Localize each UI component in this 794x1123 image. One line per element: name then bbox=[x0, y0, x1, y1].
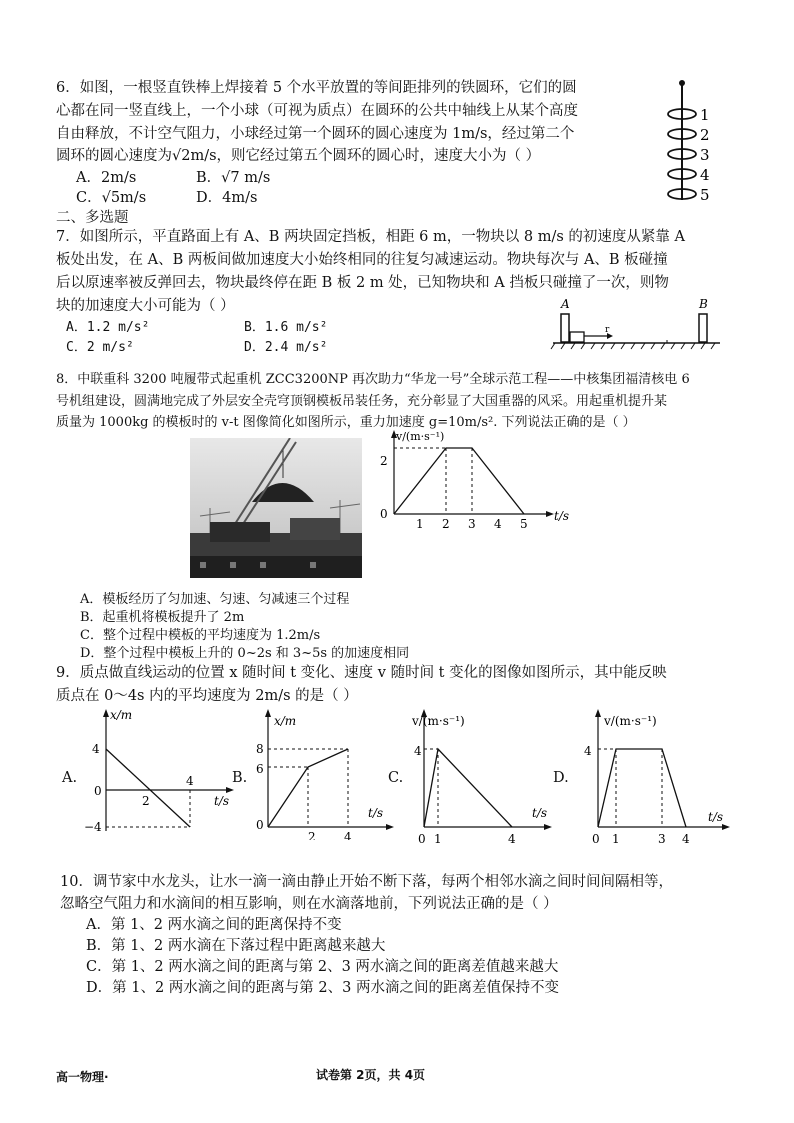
q9d-xtick-4: 4 bbox=[682, 832, 690, 846]
footer-subject: 高一物理· bbox=[56, 1070, 109, 1084]
q8-xlabel: t/s bbox=[554, 509, 570, 523]
q8-option-c: C．整个过程中模板的平均速度为 1.2m/s bbox=[80, 628, 321, 643]
q7-plates-figure bbox=[545, 296, 725, 356]
q8-line2: 号机组建设，圆满地完成了外层安全壳穹顶钢模板吊装任务，充分彰显了大国重器的风采。用起重机提升某 bbox=[56, 394, 668, 409]
section-heading-multiple-choice: 二、多选题 bbox=[56, 210, 129, 226]
q8-origin: 0 bbox=[380, 507, 388, 521]
q9-label-a: A. bbox=[62, 770, 78, 786]
q9d-xtick-1: 1 bbox=[612, 832, 620, 846]
q9-label-d: D. bbox=[553, 770, 569, 786]
q9a-ylabel: x/m bbox=[110, 708, 133, 722]
block bbox=[570, 332, 584, 342]
plate-b bbox=[699, 314, 707, 342]
q10-option-a: A．第 1、2 两水滴之间的距离保持不变 bbox=[86, 917, 342, 933]
q9b-ytick-8: 8 bbox=[256, 742, 264, 756]
q8-ytick-2: 2 bbox=[380, 454, 388, 468]
crane-photo bbox=[190, 438, 362, 578]
q9d-ytick-4: 4 bbox=[584, 744, 592, 758]
q7-option-a: A．1.2 m/s² bbox=[66, 320, 150, 335]
q8-vt-series bbox=[394, 448, 524, 514]
q9b-xtick-4: 4 bbox=[344, 830, 352, 840]
q9-chart-c bbox=[408, 705, 558, 847]
q9b-xlabel: t/s bbox=[368, 806, 384, 820]
q9c-origin: 0 bbox=[418, 832, 426, 846]
q9b-ytick-6: 6 bbox=[256, 762, 264, 776]
q9-label-b: B. bbox=[232, 770, 248, 786]
ring-label-1: 1 bbox=[700, 106, 710, 124]
q6-option-d: D．4m/s bbox=[196, 190, 258, 206]
q10-option-b: B．第 1、2 两水滴在下落过程中距离越来越大 bbox=[86, 938, 386, 954]
q9a-xtick-4: 4 bbox=[186, 774, 194, 788]
q9c-xtick-4: 4 bbox=[508, 832, 516, 846]
q8-xtick-3: 3 bbox=[468, 517, 476, 528]
plate-b-label: B bbox=[699, 297, 708, 311]
q8-ylabel: v/(m·s⁻¹) bbox=[396, 430, 445, 443]
q9a-ytick-4: 4 bbox=[92, 742, 100, 756]
q6-option-c: C．√5m/s bbox=[76, 190, 147, 206]
q9d-xtick-3: 3 bbox=[658, 832, 666, 846]
q9c-xlabel: t/s bbox=[532, 806, 548, 820]
crane-photo-illustration bbox=[190, 438, 362, 578]
q7-line2: 板处出发，在 A、B 两板间做加速度大小始终相同的往复匀减速运动。物块每次与 A、B 板碰撞 bbox=[56, 252, 668, 268]
q10-option-d: D．第 1、2 两水滴之间的距离与第 2、3 两水滴之间的距离差值保持不变 bbox=[86, 980, 559, 996]
q9a-xtick-2: 2 bbox=[142, 794, 150, 808]
q8-xtick-2: 2 bbox=[442, 517, 450, 528]
q7-option-d: D．2.4 m/s² bbox=[244, 340, 328, 355]
q9d-series bbox=[598, 749, 686, 827]
footer-page-number: 试卷第 2页，共 4页 bbox=[316, 1068, 426, 1082]
q9c-series bbox=[424, 749, 512, 827]
q7-option-b: B．1.6 m/s² bbox=[244, 320, 328, 335]
q9a-ytick-neg4: −4 bbox=[84, 820, 102, 834]
q8-option-b: B．起重机将模板提升了 2m bbox=[80, 610, 245, 625]
ring-label-3: 3 bbox=[700, 146, 710, 164]
q7-line4: 块的加速度大小可能为（ ） bbox=[56, 298, 235, 314]
plate-a-label: A bbox=[561, 297, 570, 311]
q6-option-a: A．2m/s bbox=[76, 170, 137, 186]
q9b-xtick-2: 2 bbox=[308, 830, 316, 840]
ring-rod-figure bbox=[660, 76, 720, 206]
q8-line1: 8．中联重科 3200 吨履带式起重机 ZCC3200NP 再次助力“华龙一号”全球示范工程——中核集团福清核电 6 bbox=[56, 372, 690, 387]
q9-chart-b bbox=[252, 705, 402, 840]
q7-line3: 后以原速率被反弹回去，物块最终停在距 B 板 2 m 处，已知物块和 A 挡板只碰撞了一次，则物 bbox=[56, 275, 669, 291]
q10-line2: 忽略空气阻力和水滴间的相互影响，则在水滴落地前，下列说法正确的是（ ） bbox=[60, 896, 558, 912]
q6-line3: 自由释放，不计空气阻力，小球经过第一个圆环的圆心速度为 1m/s，经过第二个 bbox=[56, 126, 575, 142]
q10-option-c: C．第 1、2 两水滴之间的距离与第 2、3 两水滴之间的距离差值越来越大 bbox=[86, 959, 559, 975]
q8-xtick-1: 1 bbox=[416, 517, 424, 528]
q9-line2: 质点在 0～4s 内的平均速度为 2m/s 的是（ ） bbox=[56, 688, 358, 704]
q7-line1: 7．如图所示，平直路面上有 A、B 两块固定挡板，相距 6 m，一物块以 8 m/s 的初速度从紧靠 A bbox=[56, 229, 685, 245]
q9c-xtick-1: 1 bbox=[434, 832, 442, 846]
q6-line1: 6．如图，一根竖直铁棒上焊接着 5 个水平放置的等间距排列的铁圆环，它们的圆 bbox=[56, 80, 577, 96]
q9-line1: 9．质点做直线运动的位置 x 随时间 t 变化、速度 v 随时间 t 变化的图像如图所示，其中能反映 bbox=[56, 665, 667, 681]
q9-chart-a bbox=[82, 705, 242, 835]
q8-vt-chart bbox=[372, 428, 572, 528]
q9c-ylabel: v/(m·s⁻¹) bbox=[412, 714, 465, 728]
q7-option-c: C．2 m/s² bbox=[66, 340, 134, 355]
q8-xtick-4: 4 bbox=[494, 517, 502, 528]
q8-option-d: D．整个过程中模板上升的 0~2s 和 3~5s 的加速度相同 bbox=[80, 646, 410, 661]
q9a-xlabel: t/s bbox=[214, 794, 230, 808]
q9d-xlabel: t/s bbox=[708, 810, 724, 824]
q6-line4: 圆环的圆心速度为√2m/s，则它经过第五个圆环的圆心时，速度大小为（ ） bbox=[56, 148, 541, 164]
q8-option-a: A．模板经历了匀加速、匀速、匀减速三个过程 bbox=[80, 592, 350, 607]
q10-line1: 10．调节家中水龙头，让水一滴一滴由静止开始不断下落，每两个相邻水滴之间时间间隔相等， bbox=[60, 874, 673, 890]
q6-line2: 心都在同一竖直线上，一个小球（可视为质点）在圆环的公共中轴线上从某个高度 bbox=[56, 103, 578, 119]
q9d-ylabel: v/(m·s⁻¹) bbox=[604, 714, 657, 728]
q9b-origin: 0 bbox=[256, 818, 264, 832]
velocity-label: r bbox=[605, 325, 610, 335]
q9-label-c: C. bbox=[388, 770, 404, 786]
q9b-ylabel: x/m bbox=[274, 714, 297, 728]
q9a-origin: 0 bbox=[94, 784, 102, 798]
q9c-ytick-4: 4 bbox=[414, 744, 422, 758]
q9-chart-d bbox=[582, 705, 742, 847]
q8-line3: 质量为 1000kg 的模板时的 v-t 图像简化如图所示，重力加速度 g=10m/s². 下列说法正确的是（ ） bbox=[56, 415, 636, 430]
ring-label-4: 4 bbox=[700, 166, 710, 184]
q9a-series bbox=[106, 749, 190, 827]
q8-xtick-5: 5 bbox=[520, 517, 528, 528]
plate-a bbox=[561, 314, 569, 342]
q6-option-b: B．√7 m/s bbox=[196, 170, 271, 186]
ring-label-5: 5 bbox=[700, 186, 710, 204]
ring-label-2: 2 bbox=[700, 126, 710, 144]
q9d-origin: 0 bbox=[592, 832, 600, 846]
